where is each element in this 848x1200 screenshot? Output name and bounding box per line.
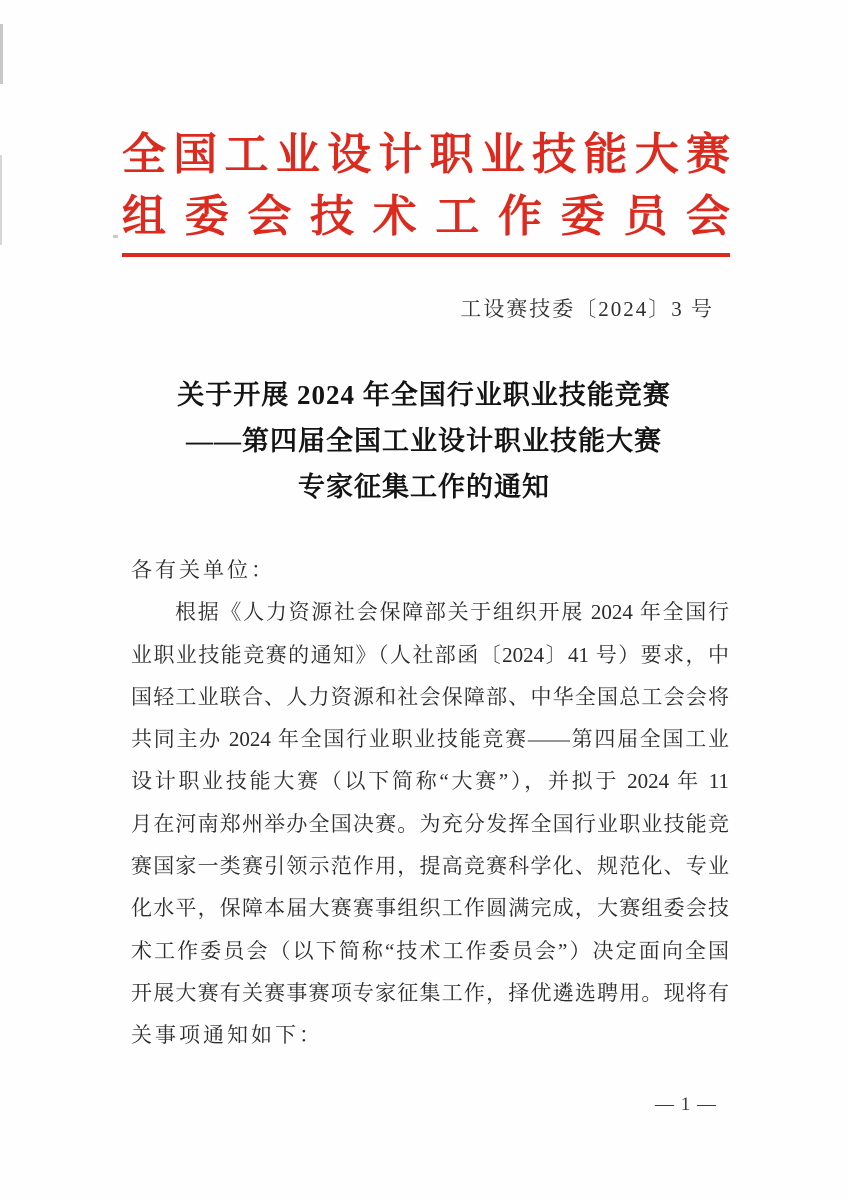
body-line: 业职业技能竞赛的通知》（人社部函〔2024〕41 号）要求，中 [131,642,729,667]
letterhead [122,124,730,248]
body-line: 根据《人力资源社会保障部关于组织开展 2024 年全国行 [175,600,729,625]
body-line: 开展大赛有关赛事赛项专家征集工作，择优遴选聘用。现将有 [131,980,729,1005]
body-text [131,549,729,1057]
letterhead-line-2: 组委会技术工作委员会 [122,192,730,241]
body-line: 国轻工业联合、人力资源和社会保障部、中华全国总工会会将 [131,684,729,709]
title-line-3: 专家征集工作的通知 [298,472,550,502]
body-line: 设计职业技能大赛（以下简称“大赛”），并拟于 2024 年 11 [131,769,729,794]
document-number: 工设赛技委〔2024〕3 号 [460,297,714,321]
body-line: 关事项通知如下： [131,1023,323,1048]
title-line-1: 关于开展 2024 年全国行业职业技能竞赛 [177,380,671,410]
body-line: 共同主办 2024 年全国行业职业技能竞赛——第四届全国工业 [131,727,729,752]
title-line-2: ——第四届全国工业设计职业技能大赛 [186,426,662,456]
scan-edge-artifact [0,155,2,245]
letterhead-line-1: 全国工业设计职业技能大赛 [122,130,730,179]
document-title [110,372,738,510]
body-line: 月在河南郑州举办全国决赛。为充分发挥全国行业职业技能竞 [131,811,729,836]
letterhead-divider-rule [122,253,730,257]
body-line: 化水平，保障本届大赛赛事组织工作圆满完成，大赛组委会技 [131,896,729,921]
page-number: — 1 — [655,1094,717,1115]
body-line: 术工作委员会（以下简称“技术工作委员会”）决定面向全国 [131,938,729,963]
scan-speck-artifact [113,235,118,238]
scan-edge-artifact [0,24,3,84]
body-line: 赛国家一类赛引领示范作用，提高竞赛科学化、规范化、专业 [131,854,729,879]
salutation-line: 各有关单位： [131,558,275,582]
